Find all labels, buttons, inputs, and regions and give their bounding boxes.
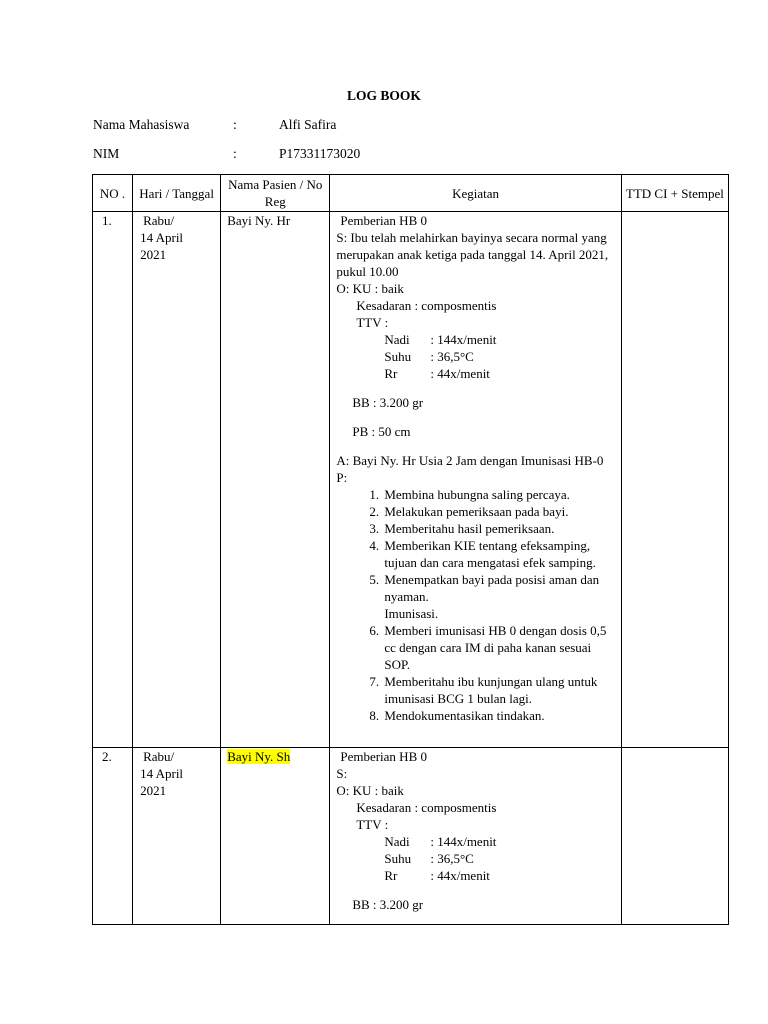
row-date-day: Rabu/ (143, 749, 175, 764)
list-item: 6. Memberi imunisasi HB 0 dengan dosis 0,5 cc dengan cara IM di paha kanan sesuai SOP. (382, 622, 614, 673)
list-item: 8. Mendokumentasikan tindakan. (382, 707, 614, 724)
header-nama-pasien: Nama Pasien / No Reg (221, 175, 330, 212)
vital-suhu-label: Suhu (384, 349, 412, 364)
row-date (133, 212, 221, 748)
activity-plan-label: P: (336, 470, 348, 485)
activity-ttv: TTV : (356, 817, 389, 832)
header-kegiatan: Kegiatan (330, 175, 621, 212)
table-row (93, 748, 729, 925)
vital-rr-label: Rr (384, 868, 398, 883)
vital-suhu (336, 850, 614, 867)
header-ttd: TTD CI + Stempel (621, 175, 728, 212)
row-number: 1. (93, 212, 133, 748)
vital-rr (336, 867, 614, 884)
list-item: 3. Memberitahu hasil pemeriksaan. (382, 520, 614, 537)
student-nim-colon: : (233, 146, 237, 161)
activity-objective: O: KU : baik (336, 281, 404, 296)
patient-name-highlight: Bayi Ny. Sh (227, 749, 291, 764)
vital-nadi-label: Nadi (384, 332, 410, 347)
vital-suhu-value: : 36,5°C (430, 349, 474, 364)
logbook-table (92, 174, 729, 925)
list-item (382, 571, 614, 622)
row-signature (621, 748, 728, 925)
vital-nadi (336, 331, 614, 348)
vital-suhu-label: Suhu (384, 851, 412, 866)
activity-pb: PB : 50 cm (352, 424, 411, 439)
list-item: 4. Memberikan KIE tentang efeksamping, tujuan dan cara mengatasi efek samping. (382, 537, 614, 571)
plan-list (336, 486, 614, 724)
vital-rr-value: : 44x/menit (430, 366, 490, 381)
student-name-value: Alfi Safira (279, 117, 337, 132)
vital-rr (336, 365, 614, 382)
row-patient: Bayi Ny. Hr (221, 212, 330, 748)
vital-nadi-value: : 144x/menit (430, 332, 497, 347)
activity-bb: BB : 3.200 gr (352, 395, 424, 410)
vital-nadi (336, 833, 614, 850)
vital-suhu-value: : 36,5°C (430, 851, 474, 866)
row-signature (621, 212, 728, 748)
student-nim-value: P17331173020 (279, 146, 361, 161)
activity-kesadaran: Kesadaran : composmentis (356, 298, 497, 313)
row-number: 2. (93, 748, 133, 925)
row-date-year: 2021 (140, 783, 167, 798)
activity-title: Pemberian HB 0 (340, 749, 427, 764)
row-date-month: 14 April (140, 766, 184, 781)
row-date-year: 2021 (140, 247, 167, 262)
vital-suhu (336, 348, 614, 365)
vital-nadi-value: : 144x/menit (430, 834, 497, 849)
row-date (133, 748, 221, 925)
vital-rr-label: Rr (384, 366, 398, 381)
activity-kesadaran: Kesadaran : composmentis (356, 800, 497, 815)
activity-assessment: A: Bayi Ny. Hr Usia 2 Jam dengan Imunisasi HB-0 (336, 453, 604, 468)
student-nim-label: NIM (93, 146, 120, 161)
row-date-day: Rabu/ (143, 213, 175, 228)
activity-subjective: S: (336, 766, 348, 781)
activity-subjective: S: Ibu telah melahirkan bayinya secara normal yang merupakan anak ketiga pada tanggal 14. April 2021, pukul 10.00 (336, 230, 609, 279)
plan-item-extra: Imunisasi. (384, 606, 439, 621)
page-title: LOG BOOK (347, 88, 421, 103)
student-name-label: Nama Mahasiswa (93, 117, 190, 132)
row-activity (330, 212, 621, 748)
list-item: 7. Memberitahu ibu kunjungan ulang untuk imunisasi BCG 1 bulan lagi. (382, 673, 614, 707)
activity-objective: O: KU : baik (336, 783, 404, 798)
table-header-row (93, 175, 729, 212)
activity-bb: BB : 3.200 gr (352, 897, 424, 912)
row-date-month: 14 April (140, 230, 184, 245)
vital-nadi-label: Nadi (384, 834, 410, 849)
student-name-colon: : (233, 117, 237, 132)
list-item: 1. Membina hubungna saling percaya. (382, 486, 614, 503)
activity-title: Pemberian HB 0 (340, 213, 427, 228)
plan-item-text: Menempatkan bayi pada posisi aman dan nyaman. (384, 572, 600, 604)
table-row (93, 212, 729, 748)
activity-ttv: TTV : (356, 315, 389, 330)
header-hari-tanggal: Hari / Tanggal (133, 175, 221, 212)
row-activity (330, 748, 621, 925)
row-patient (221, 748, 330, 925)
vital-rr-value: : 44x/menit (430, 868, 490, 883)
list-item: 2. Melakukan pemeriksaan pada bayi. (382, 503, 614, 520)
header-no: NO . (93, 175, 133, 212)
